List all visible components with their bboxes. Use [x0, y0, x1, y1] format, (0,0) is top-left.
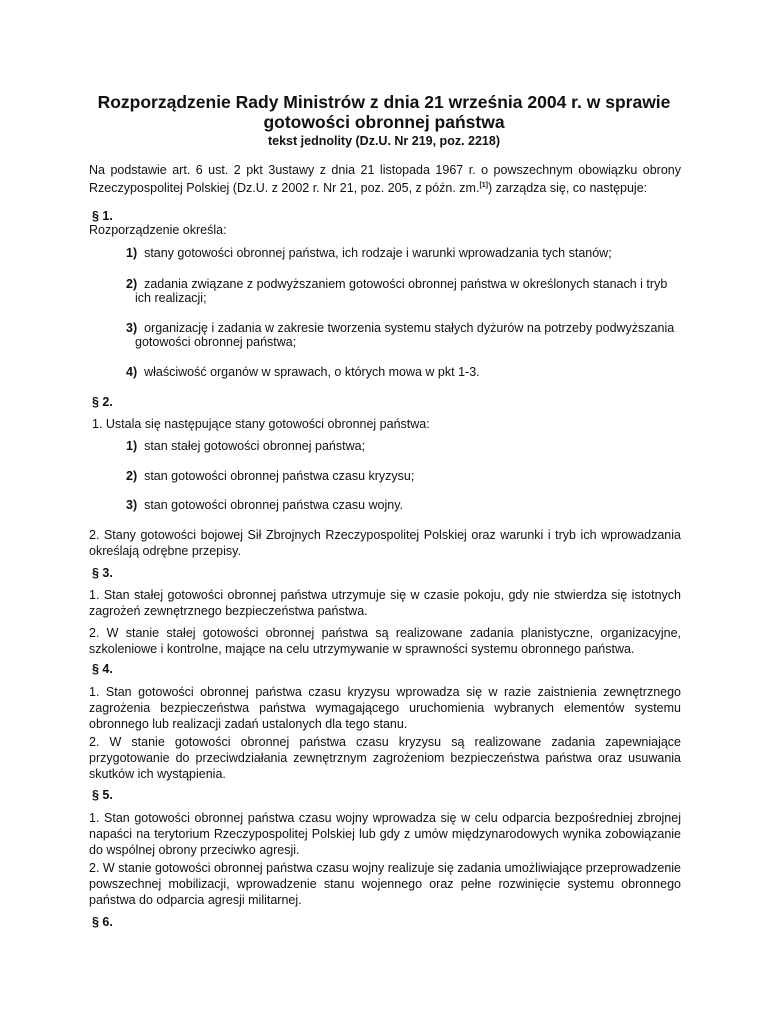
list-number: 1) — [126, 246, 138, 260]
section-3-paragraph-2: 2. W stanie stałej gotowości obronnej państwa są realizowane zadania planistyczne, organizacyjne, szkoleniowe i kontrolne, mające na celu utrzymywanie w sprawności systemu obronnego państwa. — [89, 626, 681, 656]
list-text: stany gotowości obronnej państwa, ich rodzaje i warunki wprowadzania tych stanów; — [144, 246, 612, 260]
list-text-continuation: ich realizacji; — [135, 291, 207, 305]
list-item — [126, 468, 414, 484]
section-2-paragraph-1: 1. Ustala się następujące stany gotowości obronnej państwa: — [92, 417, 430, 431]
preamble — [89, 162, 681, 196]
section-3-paragraph-1: 1. Stan stałej gotowości obronnej państwa utrzymuje się w czasie pokoju, gdy nie stwierdza się istotnych zagrożeń zewnętrznego bezpieczeństwa państwa. — [89, 588, 681, 618]
list-item — [126, 364, 480, 380]
preamble-text: Na podstawie art. 6 ust. 2 pkt 3ustawy z dnia 21 listopada 1967 r. o powszechnym obowiązku obrony Rzeczypospolitej Polskiej (Dz.U. z 2002 r. Nr 21, poz. 205, z późn. zm. — [89, 163, 681, 195]
list-number: 4) — [126, 365, 138, 379]
section-6-heading: § 6. — [92, 915, 113, 929]
section-3-heading: § 3. — [92, 566, 113, 580]
list-text: zadania związane z podwyższaniem gotowości obronnej państwa w określonych stanach i tryb — [144, 277, 668, 291]
list-number: 1) — [126, 439, 138, 453]
section-5-heading: § 5. — [92, 788, 113, 802]
list-text-continuation: gotowości obronnej państwa; — [135, 335, 297, 349]
section-2-heading: § 2. — [92, 395, 113, 409]
list-item — [126, 497, 403, 513]
list-number: 3) — [126, 321, 138, 335]
list-item — [126, 438, 365, 454]
section-5-paragraph-1: 1. Stan gotowości obronnej państwa czasu wojny wprowadza się w celu odparcia bezpośredniej zbrojnej napaści na terytorium Rzeczypospolitej Polskiej lub gdy z umów międzynarodowych wynika zobowiązanie do wspólnej obrony przeciwko agresji. — [89, 811, 681, 857]
section-4-paragraph-1: 1. Stan gotowości obronnej państwa czasu kryzysu wprowadza się w razie zaistnienia zewnętrznego zagrożenia bezpieczeństwa państwa wymagającego uruchomienia wybranych elementów systemu obronnego lub realizacji zadań ustalonych dla tego stanu. — [89, 685, 681, 731]
section-1-lead: Rozporządzenie określa: — [89, 223, 227, 237]
list-item — [126, 245, 612, 261]
section-4-heading: § 4. — [92, 662, 113, 676]
list-number: 2) — [126, 277, 138, 291]
list-item — [126, 276, 667, 292]
list-number: 2) — [126, 469, 138, 483]
section-2-paragraph-2: 2. Stany gotowości bojowej Sił Zbrojnych Rzeczypospolitej Polskiej oraz warunki i tryb ich wprowadzania określają odrębne przepisy. — [89, 528, 681, 558]
preamble-text-end: ) zarządza się, co następuje: — [488, 181, 648, 195]
section-5-paragraph-2: 2. W stanie gotowości obronnej państwa czasu wojny realizuje się zadania umożliwiające przeprowadzenie powszechnej mobilizacji, wprowadzenie stanu wojennego oraz pełne rozwinięcie systemu obronnego państwa do odparcia agresji militarnej. — [89, 861, 681, 907]
footnote-ref[interactable]: [1] — [479, 182, 489, 189]
section-1-heading: § 1. — [92, 209, 113, 223]
list-text: stan gotowości obronnej państwa czasu wojny. — [144, 498, 404, 512]
list-number: 3) — [126, 498, 138, 512]
list-text: stan stałej gotowości obronnej państwa; — [144, 439, 366, 453]
list-text: właściwość organów w sprawach, o których mowa w pkt 1-3. — [144, 365, 480, 379]
document-subtitle: tekst jednolity (Dz.U. Nr 219, poz. 2218) — [267, 134, 500, 148]
document-title: Rozporządzenie Rady Ministrów z dnia 21 września 2004 r. w sprawie gotowości obronnej państwa — [97, 92, 671, 132]
list-text: stan gotowości obronnej państwa czasu kryzysu; — [144, 469, 415, 483]
section-4-paragraph-2: 2. W stanie gotowości obronnej państwa czasu kryzysu są realizowane zadania zapewniające przygotowanie do przeciwdziałania zewnętrznym zagrożeniom bezpieczeństwa państwa oraz usuwania skutków ich wystąpienia. — [89, 735, 681, 781]
list-text: organizację i zadania w zakresie tworzenia systemu stałych dyżurów na potrzeby podwyższania — [144, 321, 675, 335]
